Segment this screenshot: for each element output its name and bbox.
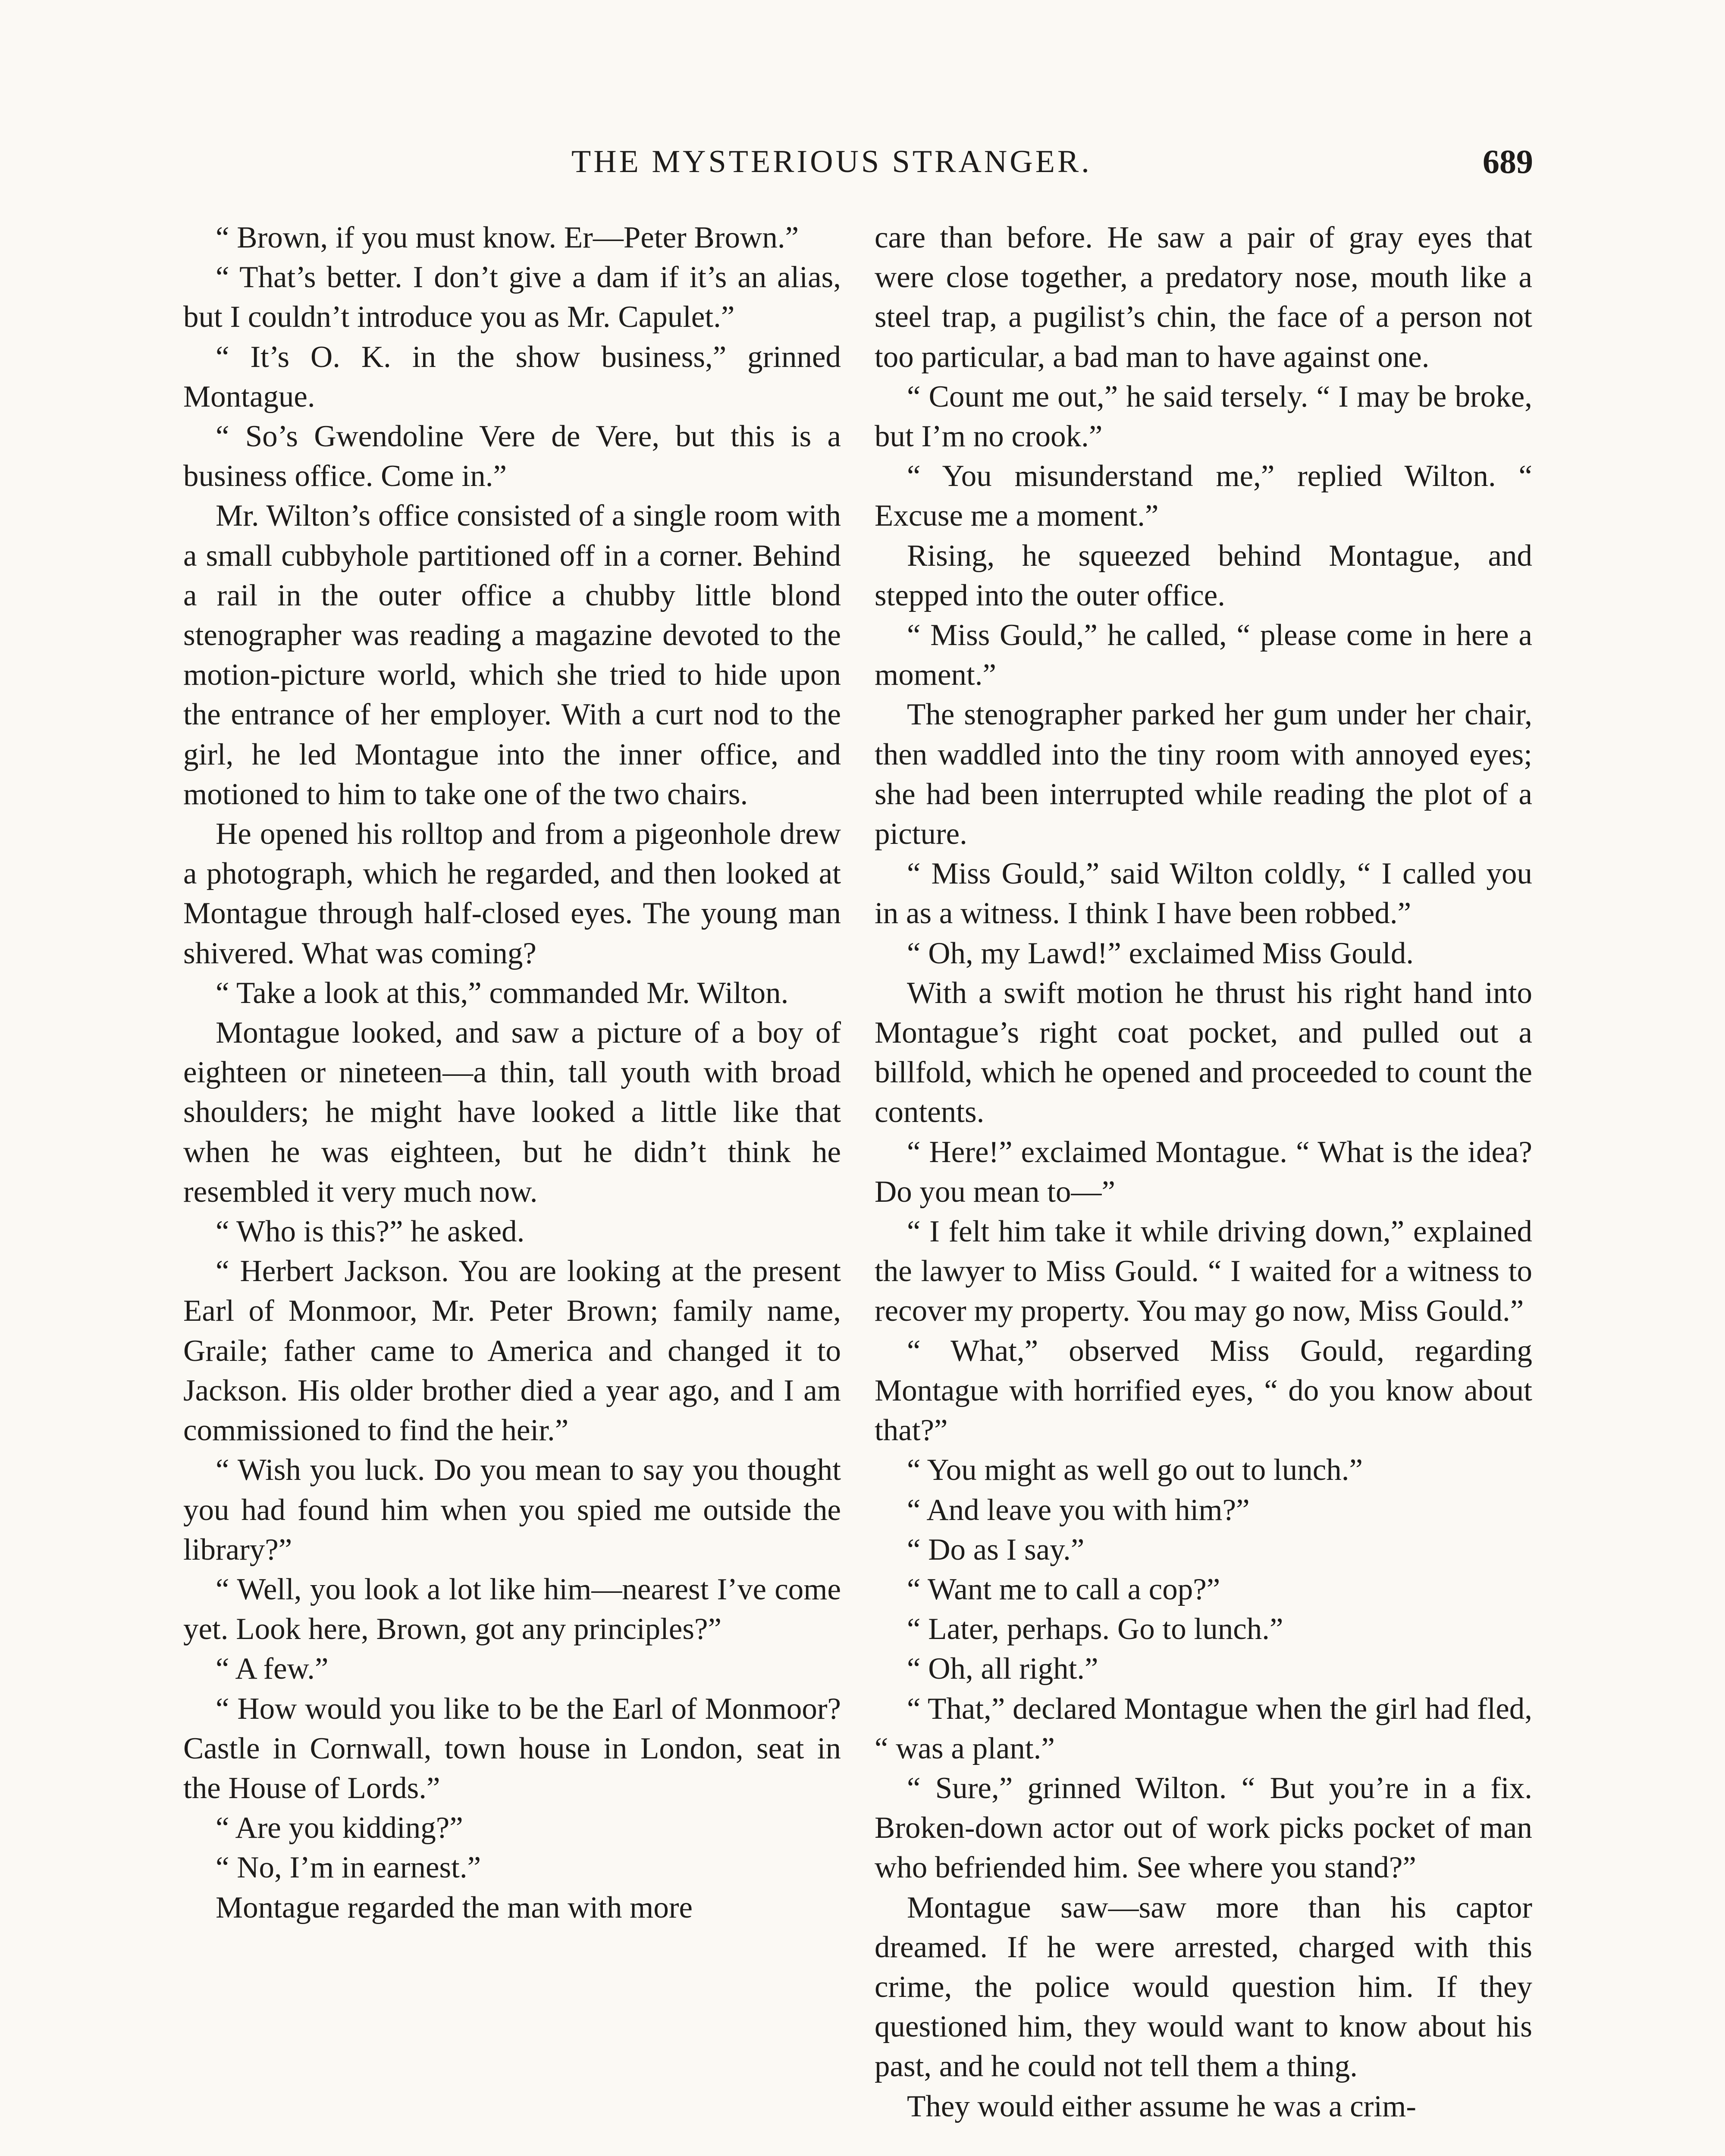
paragraph: “ Here!” exclaimed Montague. “ What is the idea? Do you mean to—”: [875, 1135, 1532, 1209]
paragraph: Montague saw—saw more than his captor dreamed. If he were arrested, charged with this crime, the police would question him. If they questioned him, they would want to know about his past, and he could not tell them a thing.: [875, 1890, 1532, 2084]
paragraph: “ Oh, all right.”: [907, 1652, 1098, 1686]
paragraph: Rising, he squeezed behind Montague, and stepped into the outer office.: [875, 539, 1532, 612]
paragraph: “ You might as well go out to lunch.”: [907, 1453, 1363, 1487]
paragraph: He opened his rolltop and from a pigeonhole drew a photograph, which he regarded, and then looked at Montague through half-closed eyes. The young man shivered. What was coming?: [183, 817, 841, 970]
paragraph: “ Well, you look a lot like him—nearest I’ve come yet. Look here, Brown, got any principles?”: [183, 1572, 841, 1646]
paragraph: “ Do as I say.”: [907, 1532, 1085, 1567]
running-title: THE MYSTERIOUS STRANGER.: [571, 144, 1092, 179]
paragraph: “ Brown, if you must know. Er—Peter Brown.”: [216, 221, 799, 254]
paragraph: Montague regarded the man with more: [216, 1890, 693, 1924]
paragraph: “ Want me to call a cop?”: [907, 1572, 1220, 1606]
paragraph: “ Oh, my Lawd!” exclaimed Miss Gould.: [907, 936, 1414, 970]
paragraph: “ Are you kidding?”: [216, 1811, 463, 1845]
paragraph: “ You misunderstand me,” replied Wilton. “ Excuse me a moment.”: [875, 459, 1532, 533]
paragraph: “ What,” observed Miss Gould, regarding Montague with horrified eyes, “ do you know about that?”: [875, 1334, 1532, 1448]
page-header: [0, 138, 1725, 190]
right-column: [875, 218, 1532, 2126]
paragraph: “ Who is this?” he asked.: [216, 1215, 525, 1249]
paragraph: “ So’s Gwendoline Vere de Vere, but this is a business office. Come in.”: [183, 420, 841, 493]
paragraph: “ That’s better. I don’t give a dam if it’s an alias, but I couldn’t introduce you as Mr. Capulet.”: [183, 260, 841, 334]
paragraph: “ Miss Gould,” said Wilton coldly, “ I called you in as a witness. I think I have been robbed.”: [875, 857, 1532, 931]
paragraph: “ Sure,” grinned Wilton. “ But you’re in a fix. Broken-down actor out of work picks pocket of man who befriended him. See where you stand?”: [875, 1771, 1532, 1885]
page-number: 689: [1483, 143, 1533, 180]
paragraph: “ How would you like to be the Earl of Monmoor? Castle in Cornwall, town house in London, seat in the House of Lords.”: [183, 1692, 841, 1805]
paragraph: “ I felt him take it while driving down,” explained the lawyer to Miss Gould. “ I waited for a witness to recover my property. You may go now, Miss Gould.”: [875, 1215, 1532, 1328]
paragraph: “ That,” declared Montague when the girl had fled, “ was a plant.”: [875, 1692, 1532, 1765]
paragraph: “ A few.”: [216, 1652, 329, 1686]
paragraph: “ No, I’m in earnest.”: [216, 1851, 481, 1885]
paragraph: “ It’s O. K. in the show business,” grinned Montague.: [183, 340, 841, 414]
paragraph: “ And leave you with him?”: [907, 1493, 1250, 1527]
paragraph: They would either assume he was a crim-: [907, 2089, 1416, 2123]
paragraph: Mr. Wilton’s office consisted of a single room with a small cubbyhole partitioned off in a corner. Behind a rail in the outer office a chubby little blond stenographer was reading a magazine devoted to the motion-picture world, which she tried to hide upon the entrance of her employer. With a curt nod to the girl, he led Montague into the inner office, and motioned to him to take one of the two chairs.: [183, 499, 841, 811]
paragraph: Montague looked, and saw a picture of a boy of eighteen or nineteen—a thin, tall youth with broad shoulders; he might have looked a little like that when he was eighteen, but he didn’t think he resembled it very much now.: [183, 1016, 841, 1209]
paragraph: With a swift motion he thrust his right hand into Montague’s right coat pocket, and pulled out a billfold, which he opened and proceeded to count the contents.: [875, 976, 1532, 1129]
paragraph: “ Miss Gould,” he called, “ please come in here a moment.”: [875, 618, 1532, 692]
paragraph: “ Take a look at this,” commanded Mr. Wilton.: [216, 976, 789, 1010]
left-column: [183, 218, 841, 1927]
paragraph: “ Wish you luck. Do you mean to say you thought you had found him when you spied me outside the library?”: [183, 1453, 841, 1567]
paragraph: The stenographer parked her gum under her chair, then waddled into the tiny room with annoyed eyes; she had been interrupted while reading the plot of a picture.: [875, 698, 1532, 851]
paragraph-continued: care than before. He saw a pair of gray eyes that were close together, a predatory nose, mouth like a steel trap, a pugilist’s chin, the face of a person not too particular, a bad man to have against one.: [875, 221, 1532, 374]
paragraph: “ Herbert Jackson. You are looking at the present Earl of Monmoor, Mr. Peter Brown; family name, Graile; father came to America and changed it to Jackson. His older brother died a year ago, and I am commissioned to find the heir.”: [183, 1254, 841, 1448]
paragraph: “ Count me out,” he said tersely. “ I may be broke, but I’m no crook.”: [875, 379, 1532, 454]
paragraph: “ Later, perhaps. Go to lunch.”: [907, 1612, 1283, 1646]
